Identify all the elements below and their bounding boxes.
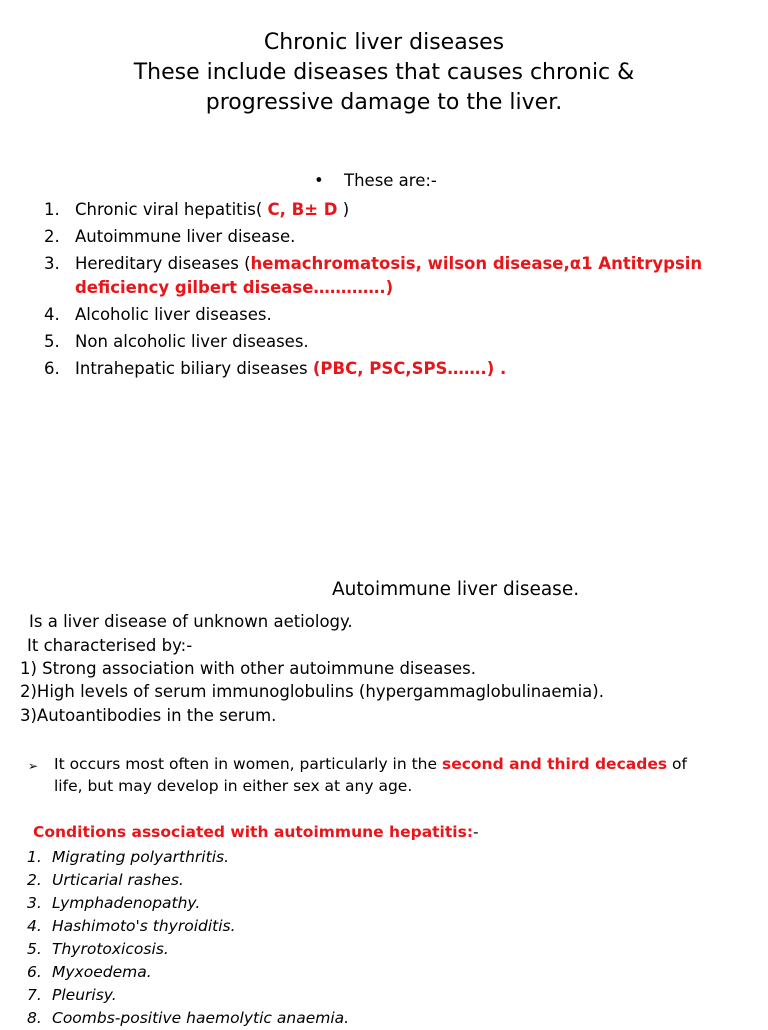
list-item-text: Non alcoholic liver diseases. xyxy=(75,331,309,351)
section-title: Autoimmune liver disease. xyxy=(332,579,580,600)
list-number: 4. xyxy=(44,304,60,324)
list-item-text: Alcoholic liver diseases. xyxy=(75,304,272,324)
list-item: 5. Thyrotoxicosis. xyxy=(27,940,169,958)
list-item: 8. Coombs-positive haemolytic anaemia. xyxy=(27,1009,350,1027)
bullet-text: These are:- xyxy=(344,171,437,190)
page-subtitle-line-1: These include diseases that causes chronic & xyxy=(133,60,635,85)
bullet-intro xyxy=(314,171,437,190)
disease-list xyxy=(44,198,744,384)
list-item-text: Autoimmune liver disease. xyxy=(75,227,296,246)
point-3: 3)Autoantibodies in the serum. xyxy=(20,706,277,725)
list-item xyxy=(44,357,744,381)
list-item: 6. Myxoedema. xyxy=(27,963,152,981)
arrow-paragraph-text: It occurs most often in women, particularly in the second and third decades of life, but may develop in either sex at any age. xyxy=(54,755,687,795)
conditions-list xyxy=(27,846,349,1030)
point-1: 1) Strong association with other autoimmune diseases. xyxy=(20,659,476,678)
list-number: 1. xyxy=(44,200,60,219)
list-item: 3. Lymphadenopathy. xyxy=(27,894,201,912)
arrow-paragraph xyxy=(28,754,708,797)
page-title: Chronic liver diseases xyxy=(263,30,505,55)
list-item: 1. Migrating polyarthritis. xyxy=(27,848,230,866)
point-2: 2)High levels of serum immunoglobulins (hypergammaglobulinaemia). xyxy=(20,682,604,701)
list-number: 3. xyxy=(44,254,60,273)
list-number: 6. xyxy=(44,358,60,378)
intro-line-1: Is a liver disease of unknown aetiology. xyxy=(29,612,353,631)
list-item xyxy=(44,303,744,327)
arrow-bullet-icon: ➢ xyxy=(28,759,39,773)
list-number: 5. xyxy=(44,331,60,351)
list-item: 7. Pleurisy. xyxy=(27,986,117,1004)
list-number: 2. xyxy=(44,227,60,246)
list-item xyxy=(44,252,744,299)
list-item xyxy=(44,225,744,249)
conditions-heading: Conditions associated with autoimmune hepatitis:- xyxy=(33,823,479,841)
list-item-text: Hereditary diseases (hemachromatosis, wilson disease,α1 Antitrypsin deficiency gilbert disease………….) xyxy=(75,254,703,297)
page-header xyxy=(0,28,768,118)
list-item-text: Chronic viral hepatitis( C, B± D ) xyxy=(75,200,350,219)
list-item: 4. Hashimoto's thyroiditis. xyxy=(27,917,236,935)
intro-line-2: It characterised by:- xyxy=(27,636,193,655)
list-item-text: Intrahepatic biliary diseases (PBC, PSC,SPS…….) . xyxy=(75,358,507,378)
page-subtitle-line-2: progressive damage to the liver. xyxy=(205,90,563,115)
list-item xyxy=(44,198,744,222)
bullet-dot: • xyxy=(314,171,324,190)
list-item: 2. Urticarial rashes. xyxy=(27,871,184,889)
list-item xyxy=(44,330,744,354)
